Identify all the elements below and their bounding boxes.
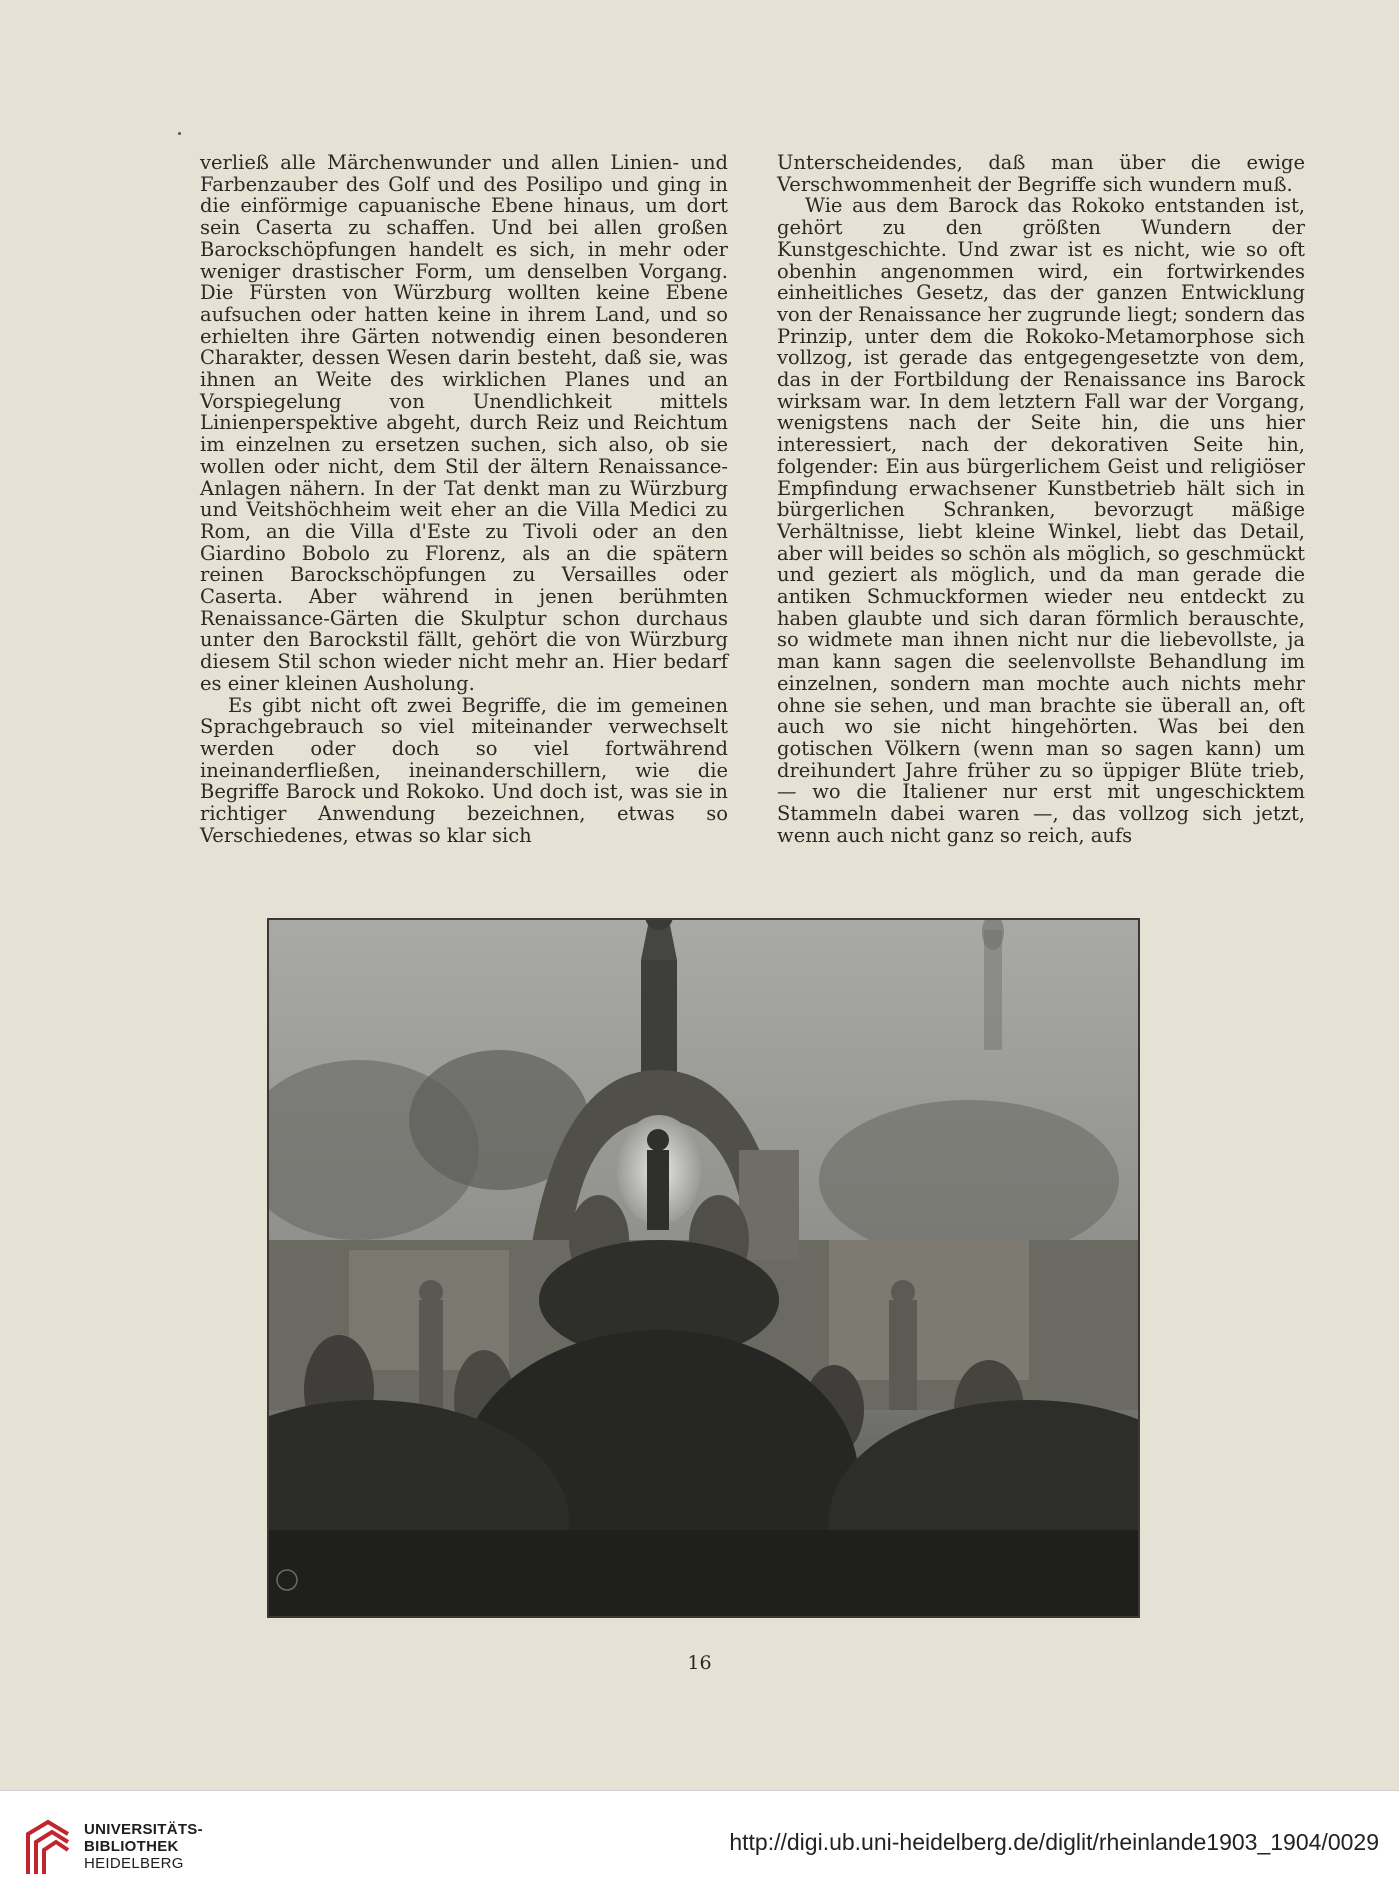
paragraph: Wie aus dem Barock das Rokoko entstanden ist, gehört zu den größten Wundern der Kunstgeschichte. Und zwar ist es nicht, wie so oft obenhin angenommen wird, ein fortwirkendes einheitliches Gesetz, das der ganzen Entwicklung von der Renaissance her zugrunde liegt; sondern das Prinzip, unter dem die Rokoko-Metamorphose sich vollzog, ist gerade das entgegengesetzte von dem, das in der Fortbildung der Renaissance ins Barock wirksam war. In dem letztern Fall war der Vorgang, wenigstens nach der Seite hin, die uns hier interessiert, nach der dekorativen Seite hin, folgender: Ein aus bürgerlichem Geist und religiöser Empfindung erwachsener Kunstbetrieb hält sich in bürgerlichen Schranken, bevorzugt mäßige Verhältnisse, liebt kleine Winkel, liebt das Detail, aber will beides so schön als möglich, so geschmückt und geziert als möglich, und da man gerade die antiken Schmuckformen wieder neu entdeckt zu haben glaubte und sich daran förmlich berauschte, so widmete man ihnen nicht nur die liebevollste, ja man kann sagen die seelenvollste Behandlung im einzelnen, sondern man mochte auch nichts mehr ohne sie sehen, und man brachte sie überall an, oft auch wo sie nicht hingehörten. Was bei den gotischen Völkern (wenn man so sagen kann) um dreihundert Jahre früher zu so üppiger Blüte trieb, — wo die Italiener nur erst mit ungeschicktem Stammeln dabei waren —, das vollzog sich jetzt, wenn auch nicht ganz so reich, aufs bbox=[777, 194, 1305, 847]
library-line-1: UNIVERSITÄTS- bbox=[84, 1821, 203, 1838]
left-text-column bbox=[200, 152, 728, 847]
paragraph: Es gibt nicht oft zwei Begriffe, die im gemeinen Sprachgebrauch so viel miteinander verwechselt werden oder doch so viel fortwährend ineinanderfließen, ineinanderschillern, wie die Begriffe Barock und Rokoko. Und doch ist, was sie in richtiger Anwendung bezeichnen, etwas so Verschiedenes, etwas so klar sich bbox=[200, 693, 728, 847]
paragraph: Unterscheidendes, daß man über die ewige Verschwommenheit der Begriffe sich wundern muß. bbox=[777, 151, 1305, 196]
library-name bbox=[84, 1821, 203, 1872]
source-url[interactable]: http://digi.ub.uni-heidelberg.de/diglit/rheinlande1903_1904/0029 bbox=[729, 1829, 1379, 1855]
paragraph: verließ alle Märchenwunder und allen Linien- und Farbenzauber des Golf und des Posilipo und ging in die einförmige capuanische Ebene hinaus, um dort sein Caserta zu schaffen. Und bei allen großen Barockschöpfungen handelt es sich, in mehr oder weniger drastischer Form, um denselben Vorgang. Die Fürsten von Würzburg wollten keine Ebene aufsuchen oder hatten keine in ihrem Land, und so erhielten ihre Gärten notwendig einen besonderen Charakter, dessen Wesen darin besteht, daß sie, was ihnen an Weite des wirklichen Planes und an Vorspiegelung von Unendlichkeit mittels Linienperspektive abgeht, durch Reiz und Reichtum im einzelnen zu ersetzen suchen, sich also, ob sie wollen oder nicht, dem Stil der ältern Renaissance-Anlagen nähern. In der Tat denkt man zu Würzburg und Veitshöchheim weit eher an die Villa Medici zu Rom, an die Villa d'Este zu Tivoli oder an den Giardino Bobolo zu Florenz, als an die spätern reinen Barockschöpfungen zu Versailles oder Caserta. Aber während in jenen berühmten Renaissance-Gärten die Skulptur schon durchaus unter den Barockstil fällt, gehört die von Würzburg diesem Stil schon wieder nicht mehr an. Hier bedarf es einer kleinen Ausholung. bbox=[200, 151, 728, 695]
library-logo-icon bbox=[18, 1814, 78, 1884]
footer-bar bbox=[0, 1790, 1399, 1904]
page-number: 16 bbox=[687, 1652, 712, 1674]
margin-dot bbox=[178, 132, 181, 135]
right-text-column bbox=[777, 152, 1305, 847]
library-line-3: HEIDELBERG bbox=[84, 1855, 184, 1872]
library-line-2: BIBLIOTHEK bbox=[84, 1838, 179, 1855]
garden-grotto-photograph bbox=[267, 918, 1140, 1618]
